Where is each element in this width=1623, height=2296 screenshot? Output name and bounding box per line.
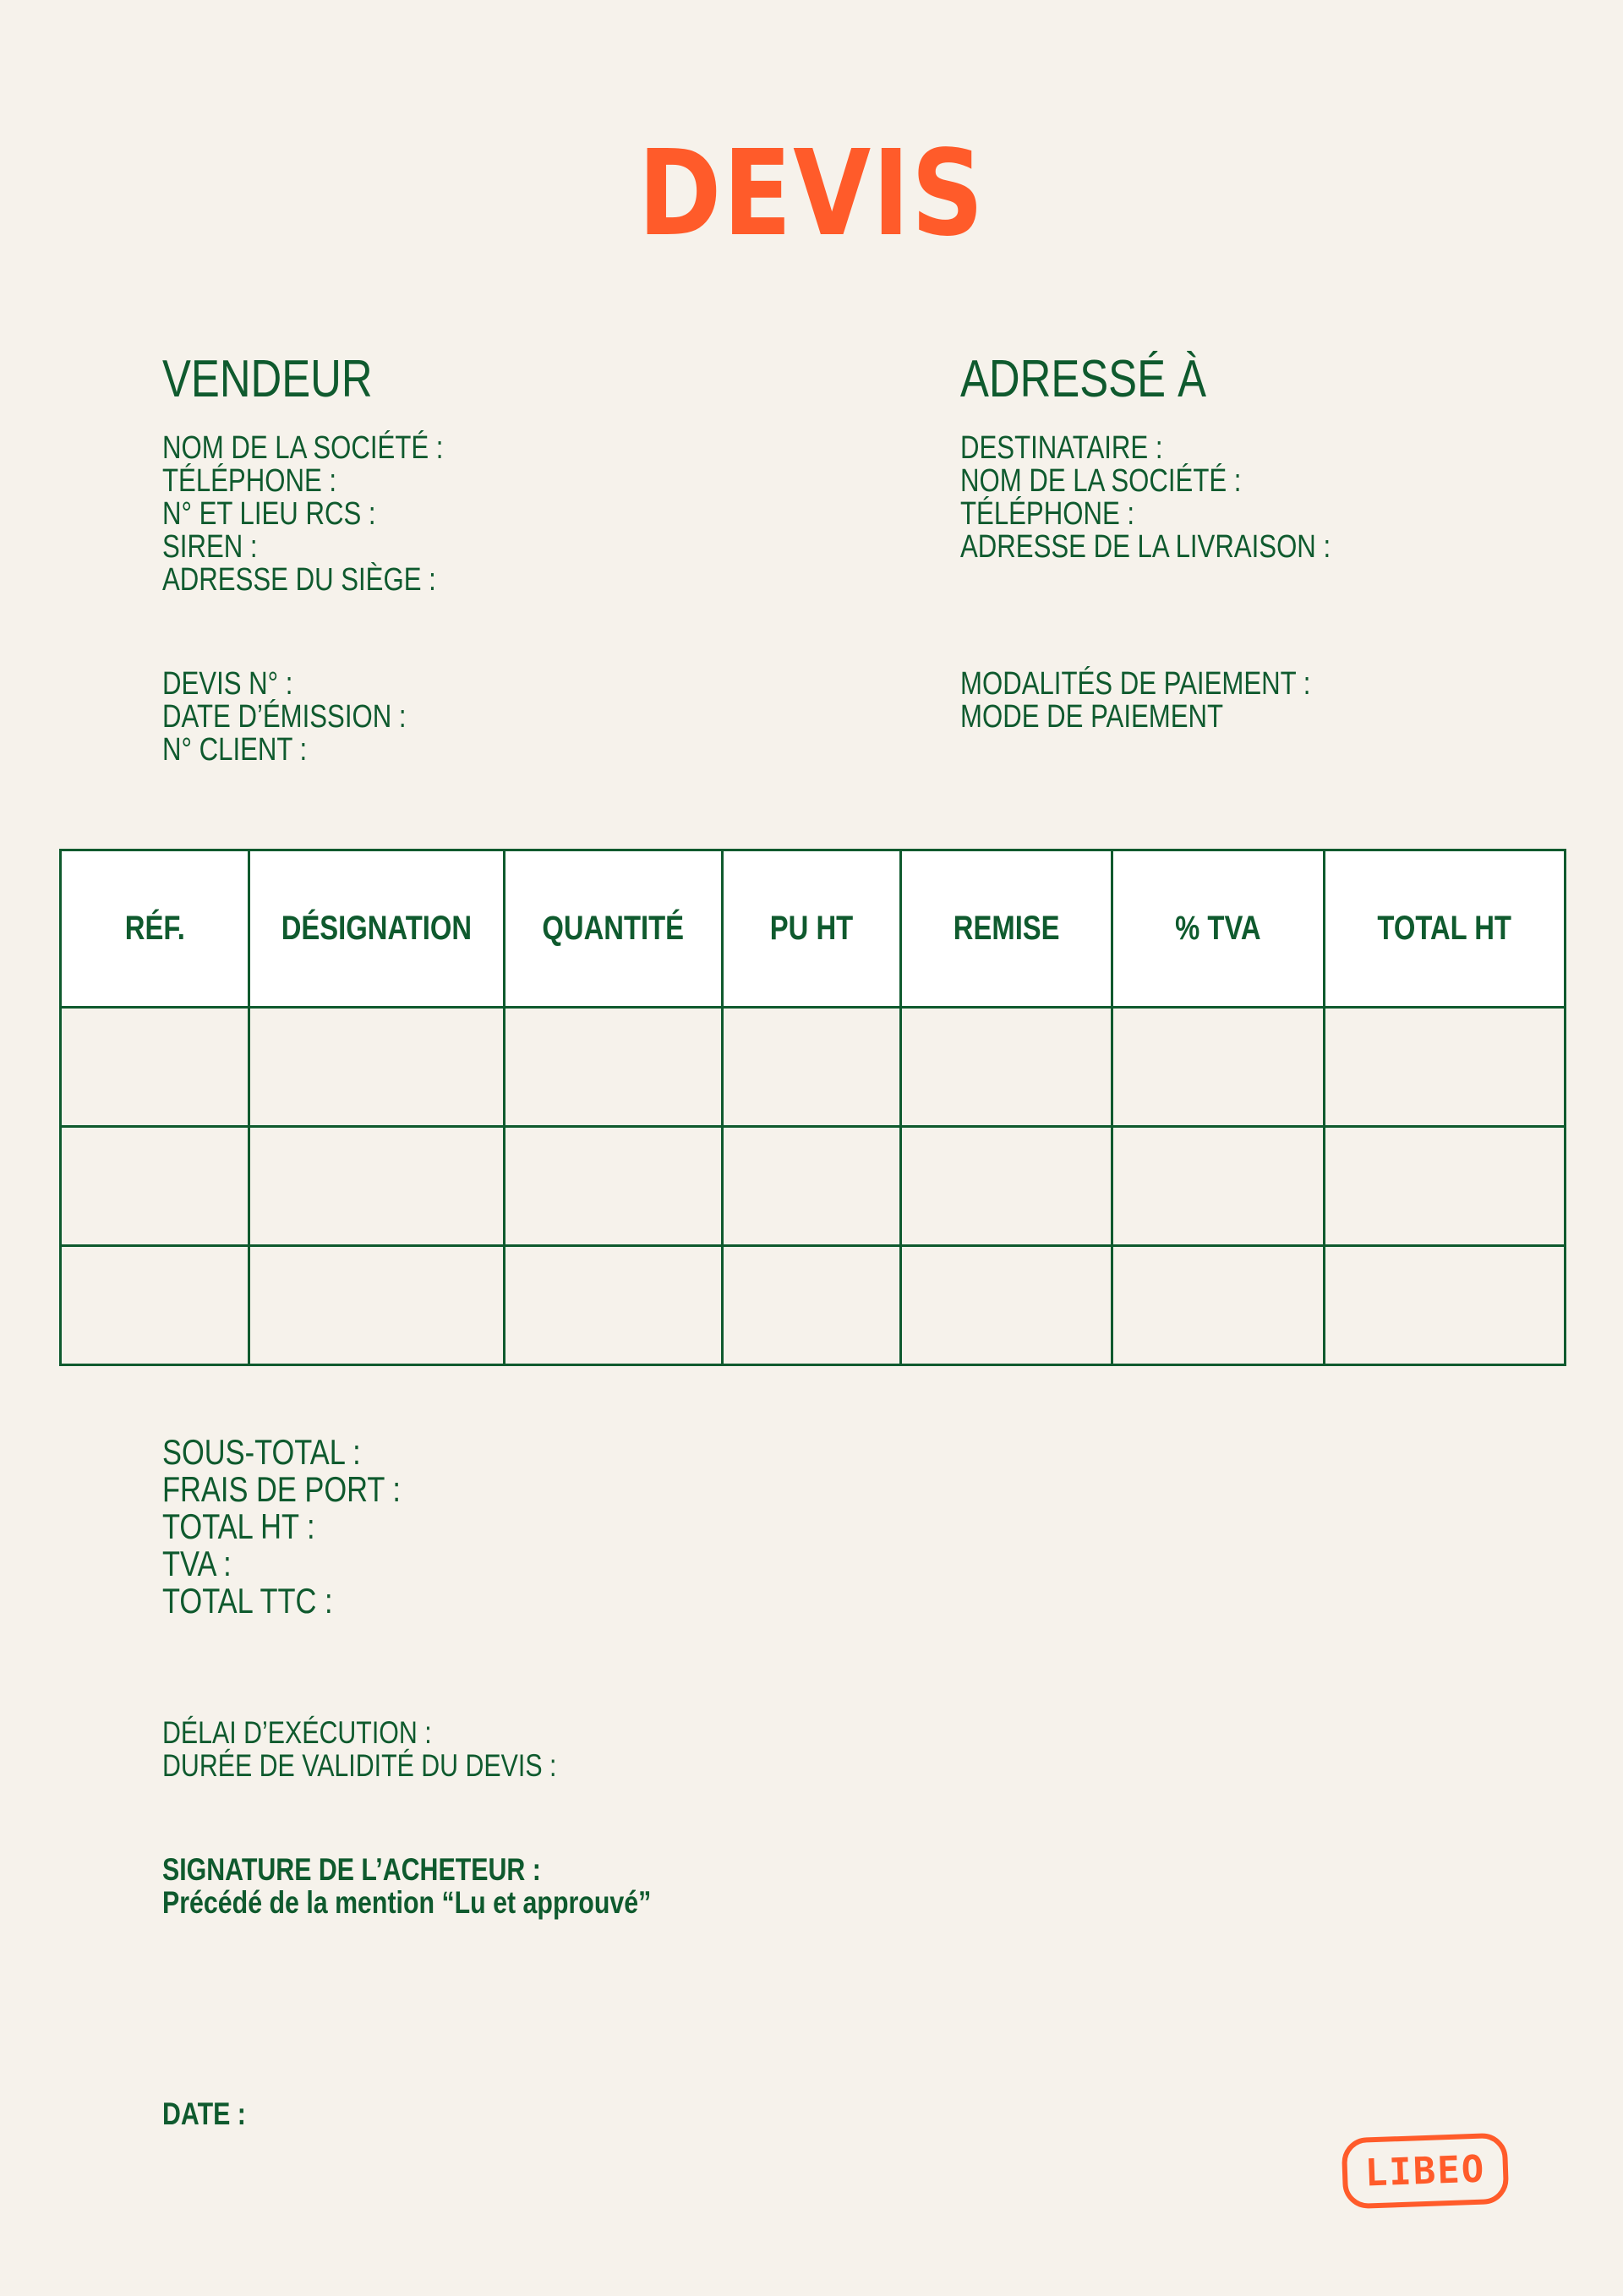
payment-terms-label: MODALITÉS DE PAIEMENT : xyxy=(960,666,1311,702)
table-cell xyxy=(723,1127,901,1246)
table-cell xyxy=(249,1127,505,1246)
col-header-total-ht: TOTAL HT xyxy=(1325,850,1566,1008)
table-cell xyxy=(61,1008,249,1127)
table-cell xyxy=(723,1008,901,1127)
adresse-heading: ADRESSÉ À xyxy=(960,350,1207,408)
col-header-pu-ht: PU HT xyxy=(723,850,901,1008)
table-row xyxy=(61,1008,1566,1127)
table-cell xyxy=(505,1008,723,1127)
total-ht-label: TOTAL HT : xyxy=(162,1506,315,1546)
table-cell xyxy=(901,1246,1112,1365)
table-cell xyxy=(1325,1246,1566,1365)
table-cell xyxy=(1325,1008,1566,1127)
total-ttc-label: TOTAL TTC : xyxy=(162,1581,333,1621)
col-header-designation: DÉSIGNATION xyxy=(249,850,505,1008)
table-row xyxy=(61,1127,1566,1246)
document-title: DEVIS xyxy=(637,125,986,263)
signature-note: Précédé de la mention “Lu et approuvé” xyxy=(162,1885,652,1920)
adresse-delivery-label: ADRESSE DE LA LIVRAISON : xyxy=(960,529,1331,565)
vendeur-address-label: ADRESSE DU SIÈGE : xyxy=(162,562,436,598)
validity-duration-label: DURÉE DE VALIDITÉ DU DEVIS : xyxy=(162,1748,557,1783)
table-row xyxy=(61,1246,1566,1365)
totals-block xyxy=(162,1434,401,1620)
vendeur-siren-label: SIREN : xyxy=(162,529,258,565)
table-cell xyxy=(505,1127,723,1246)
logo-text: LIBEO xyxy=(1363,2147,1487,2195)
client-number-label: N° CLIENT : xyxy=(162,732,308,768)
devis-info-fields xyxy=(162,668,407,767)
vendeur-phone-label: TÉLÉPHONE : xyxy=(162,463,337,499)
signature-block xyxy=(162,1853,651,1919)
vendeur-company-name-label: NOM DE LA SOCIÉTÉ : xyxy=(162,430,444,466)
table-cell xyxy=(249,1008,505,1127)
tva-label: TVA : xyxy=(162,1544,232,1583)
adresse-recipient-label: DESTINATAIRE : xyxy=(960,430,1163,466)
table-cell xyxy=(249,1246,505,1365)
adresse-fields xyxy=(960,432,1331,564)
col-header-remise: REMISE xyxy=(901,850,1112,1008)
table-header-row xyxy=(61,850,1566,1008)
signature-label: SIGNATURE DE L’ACHETEUR : xyxy=(162,1852,541,1887)
libeo-logo xyxy=(1342,2133,1510,2210)
devis-number-label: DEVIS N° : xyxy=(162,666,293,702)
date-label: DATE : xyxy=(162,2096,246,2131)
issue-date-label: DATE D’ÉMISSION : xyxy=(162,699,407,735)
vendeur-fields xyxy=(162,432,443,597)
col-header-tva: % TVA xyxy=(1112,850,1325,1008)
table-cell xyxy=(61,1246,249,1365)
adresse-company-name-label: NOM DE LA SOCIÉTÉ : xyxy=(960,463,1242,499)
table-cell xyxy=(723,1246,901,1365)
items-table xyxy=(59,849,1566,1366)
payment-method-label: MODE DE PAIEMENT xyxy=(960,699,1224,735)
conditions-block xyxy=(162,1716,556,1782)
table-cell xyxy=(1112,1008,1325,1127)
col-header-ref: RÉF. xyxy=(61,850,249,1008)
table-cell xyxy=(1112,1127,1325,1246)
table-cell xyxy=(1112,1246,1325,1365)
adresse-phone-label: TÉLÉPHONE : xyxy=(960,496,1135,532)
vendeur-rcs-label: N° ET LIEU RCS : xyxy=(162,496,376,532)
col-header-quantite: QUANTITÉ xyxy=(505,850,723,1008)
paiement-fields xyxy=(960,668,1310,734)
subtotal-label: SOUS-TOTAL : xyxy=(162,1432,361,1472)
execution-delay-label: DÉLAI D’EXÉCUTION : xyxy=(162,1715,432,1750)
table-cell xyxy=(901,1127,1112,1246)
shipping-label: FRAIS DE PORT : xyxy=(162,1469,401,1509)
table-cell xyxy=(901,1008,1112,1127)
vendeur-heading: VENDEUR xyxy=(162,350,373,408)
table-cell xyxy=(61,1127,249,1246)
table-cell xyxy=(505,1246,723,1365)
table-cell xyxy=(1325,1127,1566,1246)
